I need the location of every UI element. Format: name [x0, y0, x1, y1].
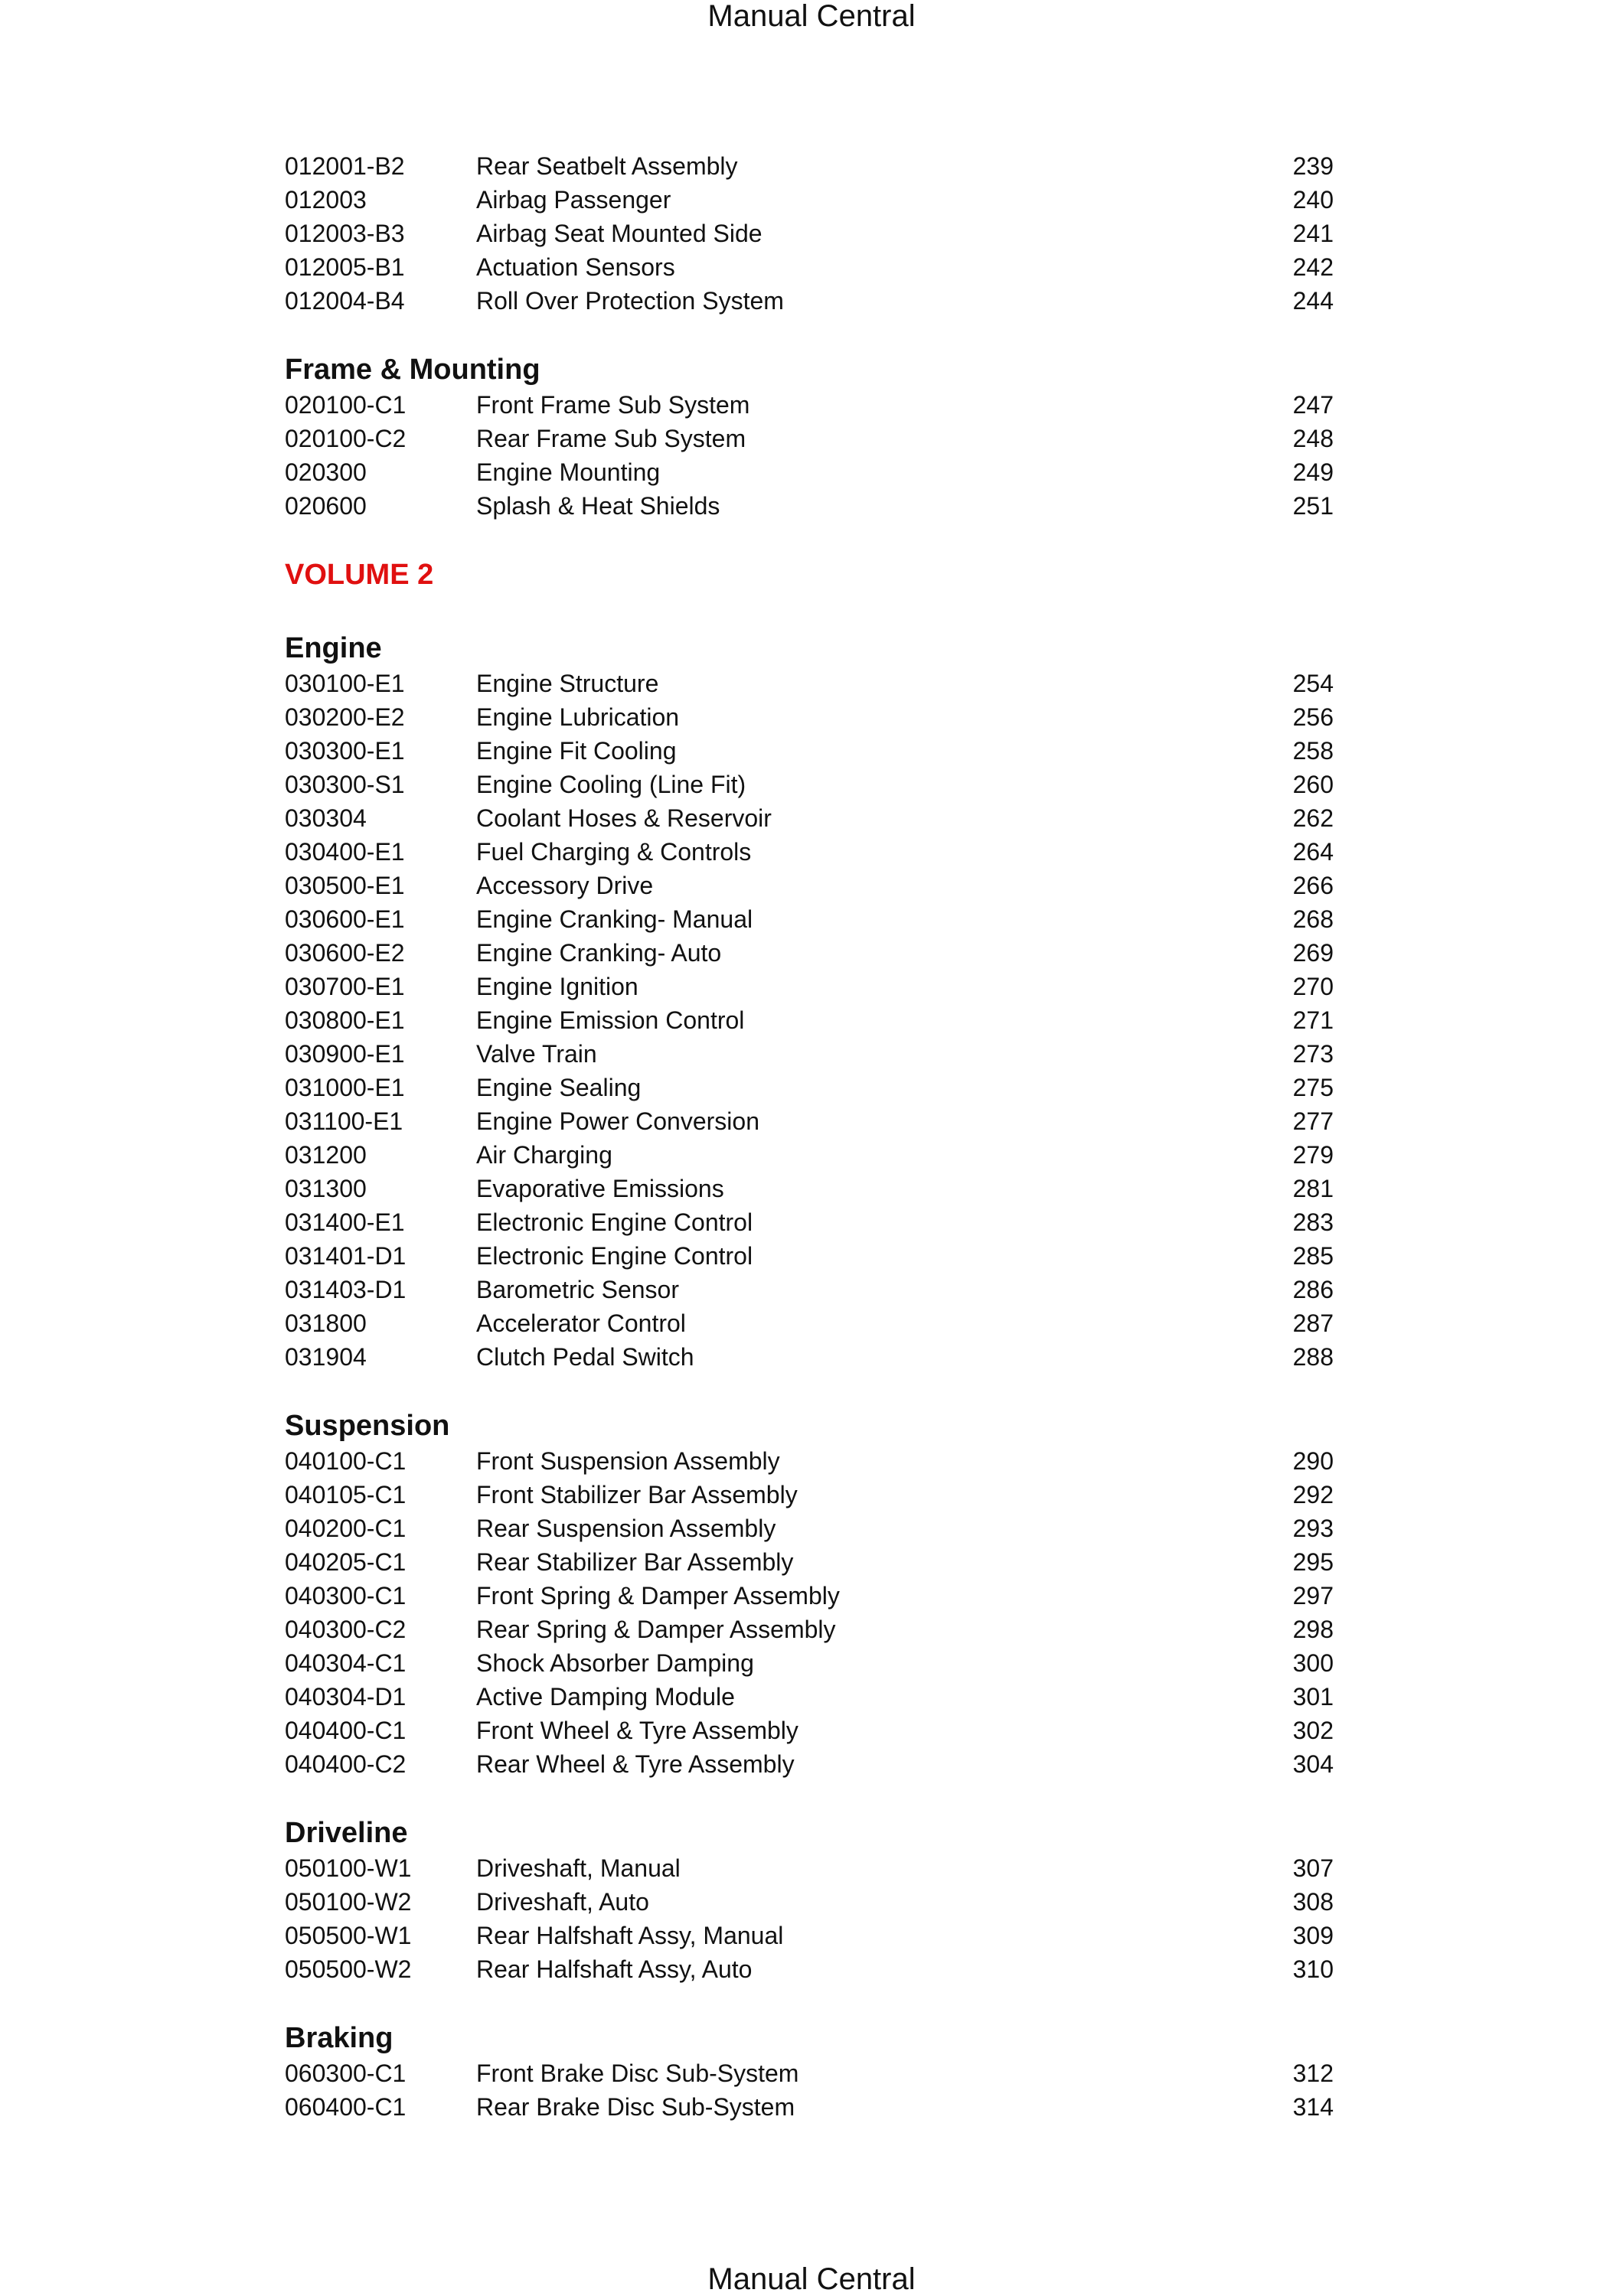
entry-title: Engine Structure — [476, 670, 659, 697]
toc-entry — [285, 1919, 1334, 1952]
table-of-contents — [285, 149, 1334, 2124]
toc-entry — [285, 1138, 1334, 1172]
entry-page: 298 — [1292, 1616, 1334, 1643]
entry-code: 040300-C1 — [285, 1582, 407, 1609]
toc-entry — [285, 489, 1334, 523]
entry-page: 248 — [1292, 425, 1334, 452]
toc-entry — [285, 1205, 1334, 1239]
entry-title: Rear Brake Disc Sub-System — [476, 2093, 795, 2121]
entry-page: 240 — [1292, 186, 1334, 214]
toc-entry — [285, 734, 1334, 768]
entry-title: Actuation Sensors — [476, 253, 675, 281]
entry-title: Engine Sealing — [476, 1074, 642, 1101]
entry-title: Air Charging — [476, 1141, 612, 1169]
toc-entry — [285, 217, 1334, 250]
entry-code: 012004-B4 — [285, 287, 405, 315]
section-heading: Braking — [285, 2022, 394, 2054]
entry-page: 307 — [1292, 1854, 1334, 1882]
entry-code: 050500-W2 — [285, 1955, 412, 1983]
entry-page: 292 — [1292, 1481, 1334, 1508]
entry-code: 012005-B1 — [285, 253, 405, 281]
toc-entry — [285, 1851, 1334, 1885]
toc-entry — [285, 455, 1334, 489]
entry-page: 262 — [1292, 804, 1334, 832]
entry-page: 310 — [1292, 1955, 1334, 1983]
entry-title: Valve Train — [476, 1040, 597, 1068]
toc-entry — [285, 1952, 1334, 1986]
entry-title: Front Frame Sub System — [476, 391, 750, 419]
entry-code: 030700-E1 — [285, 973, 405, 1000]
toc-entry — [285, 1003, 1334, 1037]
entry-code: 060300-C1 — [285, 2060, 407, 2087]
toc-entry — [285, 2090, 1334, 2124]
entry-title: Shock Absorber Damping — [476, 1649, 754, 1677]
entry-title: Airbag Seat Mounted Side — [476, 220, 763, 247]
entry-page: 312 — [1292, 2060, 1334, 2087]
toc-entry — [285, 284, 1334, 318]
entry-page: 269 — [1292, 939, 1334, 967]
toc-entry — [285, 1545, 1334, 1579]
entry-code: 040200-C1 — [285, 1515, 407, 1542]
entry-code: 031800 — [285, 1309, 367, 1337]
entry-code: 050100-W1 — [285, 1854, 412, 1882]
entry-title: Front Brake Disc Sub-System — [476, 2060, 799, 2087]
entry-code: 030300-S1 — [285, 771, 405, 798]
toc-section — [285, 1815, 1334, 1986]
entry-title: Evaporative Emissions — [476, 1175, 724, 1202]
entry-code: 030304 — [285, 804, 367, 832]
entry-title: Engine Cranking- Auto — [476, 939, 722, 967]
entry-title: Engine Emission Control — [476, 1006, 745, 1034]
entry-code: 031300 — [285, 1175, 367, 1202]
entry-page: 302 — [1292, 1717, 1334, 1744]
entry-title: Rear Wheel & Tyre Assembly — [476, 1750, 795, 1778]
toc-entry — [285, 1340, 1334, 1374]
toc-entry — [285, 1714, 1334, 1747]
entry-code: 050100-W2 — [285, 1888, 412, 1916]
toc-entry — [285, 970, 1334, 1003]
entry-title: Clutch Pedal Switch — [476, 1343, 694, 1371]
entry-title: Electronic Engine Control — [476, 1242, 753, 1270]
entry-code: 012003 — [285, 186, 367, 214]
entry-title: Rear Spring & Damper Assembly — [476, 1616, 836, 1643]
toc-entry — [285, 1646, 1334, 1680]
entry-title: Rear Halfshaft Assy, Auto — [476, 1955, 753, 1983]
toc-entry — [285, 1747, 1334, 1781]
entry-code: 040304-C1 — [285, 1649, 407, 1677]
entry-title: Front Stabilizer Bar Assembly — [476, 1481, 798, 1508]
entry-code: 040100-C1 — [285, 1447, 407, 1475]
toc-entry — [285, 835, 1334, 869]
entry-page: 256 — [1292, 703, 1334, 731]
entry-code: 040400-C2 — [285, 1750, 407, 1778]
entry-page: 285 — [1292, 1242, 1334, 1270]
toc-entry — [285, 1071, 1334, 1104]
entry-page: 314 — [1292, 2093, 1334, 2121]
entry-page: 271 — [1292, 1006, 1334, 1034]
entry-code: 012001-B2 — [285, 152, 405, 180]
toc-entry — [285, 801, 1334, 835]
entry-title: Rear Halfshaft Assy, Manual — [476, 1922, 784, 1949]
toc-entry — [285, 869, 1334, 902]
entry-page: 287 — [1292, 1309, 1334, 1337]
toc-entry — [285, 902, 1334, 936]
toc-section — [285, 2020, 1334, 2124]
toc-section — [285, 1407, 1334, 1781]
entry-title: Engine Ignition — [476, 973, 638, 1000]
entry-code: 050500-W1 — [285, 1922, 412, 1949]
entry-page: 241 — [1292, 220, 1334, 247]
entry-page: 266 — [1292, 872, 1334, 899]
entry-page: 242 — [1292, 253, 1334, 281]
entry-title: Active Damping Module — [476, 1683, 735, 1711]
entry-code: 040105-C1 — [285, 1481, 407, 1508]
toc-section — [285, 351, 1334, 523]
entry-page: 270 — [1292, 973, 1334, 1000]
entry-page: 295 — [1292, 1548, 1334, 1576]
toc-entry — [285, 1512, 1334, 1545]
toc-entry — [285, 388, 1334, 422]
entry-title: Barometric Sensor — [476, 1276, 679, 1303]
section-heading: Driveline — [285, 1817, 408, 1849]
entry-page: 281 — [1292, 1175, 1334, 1202]
entry-title: Engine Lubrication — [476, 703, 680, 731]
entry-code: 031401-D1 — [285, 1242, 407, 1270]
toc-entry — [285, 1273, 1334, 1306]
entry-title: Fuel Charging & Controls — [476, 838, 752, 866]
entry-page: 268 — [1292, 905, 1334, 933]
entry-code: 030400-E1 — [285, 838, 405, 866]
toc-entry — [285, 1680, 1334, 1714]
entry-page: 273 — [1292, 1040, 1334, 1068]
entry-code: 020300 — [285, 458, 367, 486]
entry-title: Front Wheel & Tyre Assembly — [476, 1717, 798, 1744]
entry-code: 020100-C2 — [285, 425, 407, 452]
entry-title: Rear Frame Sub System — [476, 425, 746, 452]
entry-title: Rear Suspension Assembly — [476, 1515, 776, 1542]
toc-entry — [285, 1104, 1334, 1138]
entry-page: 301 — [1292, 1683, 1334, 1711]
entry-title: Engine Cooling (Line Fit) — [476, 771, 746, 798]
toc-entry — [285, 1885, 1334, 1919]
entry-title: Driveshaft, Manual — [476, 1854, 681, 1882]
entry-page: 247 — [1292, 391, 1334, 419]
entry-code: 030100-E1 — [285, 670, 405, 697]
entry-page: 275 — [1292, 1074, 1334, 1101]
entry-title: Front Spring & Damper Assembly — [476, 1582, 840, 1609]
entry-title: Rear Seatbelt Assembly — [476, 152, 738, 180]
entry-title: Accessory Drive — [476, 872, 654, 899]
entry-page: 288 — [1292, 1343, 1334, 1371]
section-heading: Engine — [285, 632, 382, 664]
section-heading: Frame & Mounting — [285, 354, 540, 386]
toc-section — [285, 556, 1334, 593]
toc-entry — [285, 149, 1334, 183]
entry-title: Splash & Heat Shields — [476, 492, 720, 520]
entry-page: 279 — [1292, 1141, 1334, 1169]
entry-code: 040205-C1 — [285, 1548, 407, 1576]
toc-entry — [285, 1579, 1334, 1613]
entry-code: 020100-C1 — [285, 391, 407, 419]
entry-page: 304 — [1292, 1750, 1334, 1778]
entry-code: 012003-B3 — [285, 220, 405, 247]
entry-page: 258 — [1292, 737, 1334, 765]
toc-entry — [285, 2056, 1334, 2090]
toc-entry — [285, 667, 1334, 700]
entry-title: Coolant Hoses & Reservoir — [476, 804, 772, 832]
entry-title: Engine Cranking- Manual — [476, 905, 753, 933]
volume-heading: VOLUME 2 — [285, 559, 434, 591]
entry-page: 264 — [1292, 838, 1334, 866]
page-header: Manual Central — [707, 0, 916, 33]
entry-title: Engine Fit Cooling — [476, 737, 677, 765]
toc-entry — [285, 1172, 1334, 1205]
section-heading: Suspension — [285, 1410, 450, 1442]
entry-code: 030300-E1 — [285, 737, 405, 765]
entry-page: 309 — [1292, 1922, 1334, 1949]
entry-code: 040304-D1 — [285, 1683, 407, 1711]
entry-code: 030600-E2 — [285, 939, 405, 967]
entry-page: 286 — [1292, 1276, 1334, 1303]
entry-code: 031200 — [285, 1141, 367, 1169]
toc-entry — [285, 768, 1334, 801]
toc-entry — [285, 936, 1334, 970]
entry-page: 249 — [1292, 458, 1334, 486]
toc-entry — [285, 1037, 1334, 1071]
entry-code: 020600 — [285, 492, 367, 520]
entry-page: 308 — [1292, 1888, 1334, 1916]
entry-title: Airbag Passenger — [476, 186, 671, 214]
entry-page: 290 — [1292, 1447, 1334, 1475]
entry-title: Engine Power Conversion — [476, 1107, 759, 1135]
entry-title: Driveshaft, Auto — [476, 1888, 649, 1916]
toc-entry — [285, 422, 1334, 455]
entry-page: 244 — [1292, 287, 1334, 315]
entry-page: 260 — [1292, 771, 1334, 798]
page-footer: Manual Central — [707, 2262, 916, 2296]
toc-entry — [285, 1613, 1334, 1646]
toc-entry — [285, 1444, 1334, 1478]
toc-entry — [285, 183, 1334, 217]
entry-page: 251 — [1292, 492, 1334, 520]
entry-code: 030600-E1 — [285, 905, 405, 933]
entry-code: 031000-E1 — [285, 1074, 405, 1101]
entry-title: Engine Mounting — [476, 458, 661, 486]
entry-code: 030500-E1 — [285, 872, 405, 899]
entry-page: 239 — [1292, 152, 1334, 180]
entry-code: 030800-E1 — [285, 1006, 405, 1034]
entry-title: Rear Stabilizer Bar Assembly — [476, 1548, 794, 1576]
entry-page: 254 — [1292, 670, 1334, 697]
entry-title: Electronic Engine Control — [476, 1208, 753, 1236]
entry-title: Front Suspension Assembly — [476, 1447, 780, 1475]
entry-code: 031904 — [285, 1343, 367, 1371]
entry-page: 283 — [1292, 1208, 1334, 1236]
entry-code: 031100-E1 — [285, 1107, 403, 1135]
entry-title: Accelerator Control — [476, 1309, 686, 1337]
entry-page: 293 — [1292, 1515, 1334, 1542]
entry-code: 030900-E1 — [285, 1040, 405, 1068]
toc-section — [285, 149, 1334, 318]
entry-page: 300 — [1292, 1649, 1334, 1677]
toc-entry — [285, 700, 1334, 734]
entry-code: 031403-D1 — [285, 1276, 407, 1303]
entry-code: 030200-E2 — [285, 703, 405, 731]
toc-section — [285, 630, 1334, 1374]
toc-entry — [285, 250, 1334, 284]
entry-code: 060400-C1 — [285, 2093, 407, 2121]
toc-entry — [285, 1306, 1334, 1340]
entry-code: 031400-E1 — [285, 1208, 405, 1236]
entry-title: Roll Over Protection System — [476, 287, 784, 315]
toc-entry — [285, 1239, 1334, 1273]
entry-page: 297 — [1292, 1582, 1334, 1609]
entry-page: 277 — [1292, 1107, 1334, 1135]
toc-entry — [285, 1478, 1334, 1512]
entry-code: 040400-C1 — [285, 1717, 407, 1744]
entry-code: 040300-C2 — [285, 1616, 407, 1643]
